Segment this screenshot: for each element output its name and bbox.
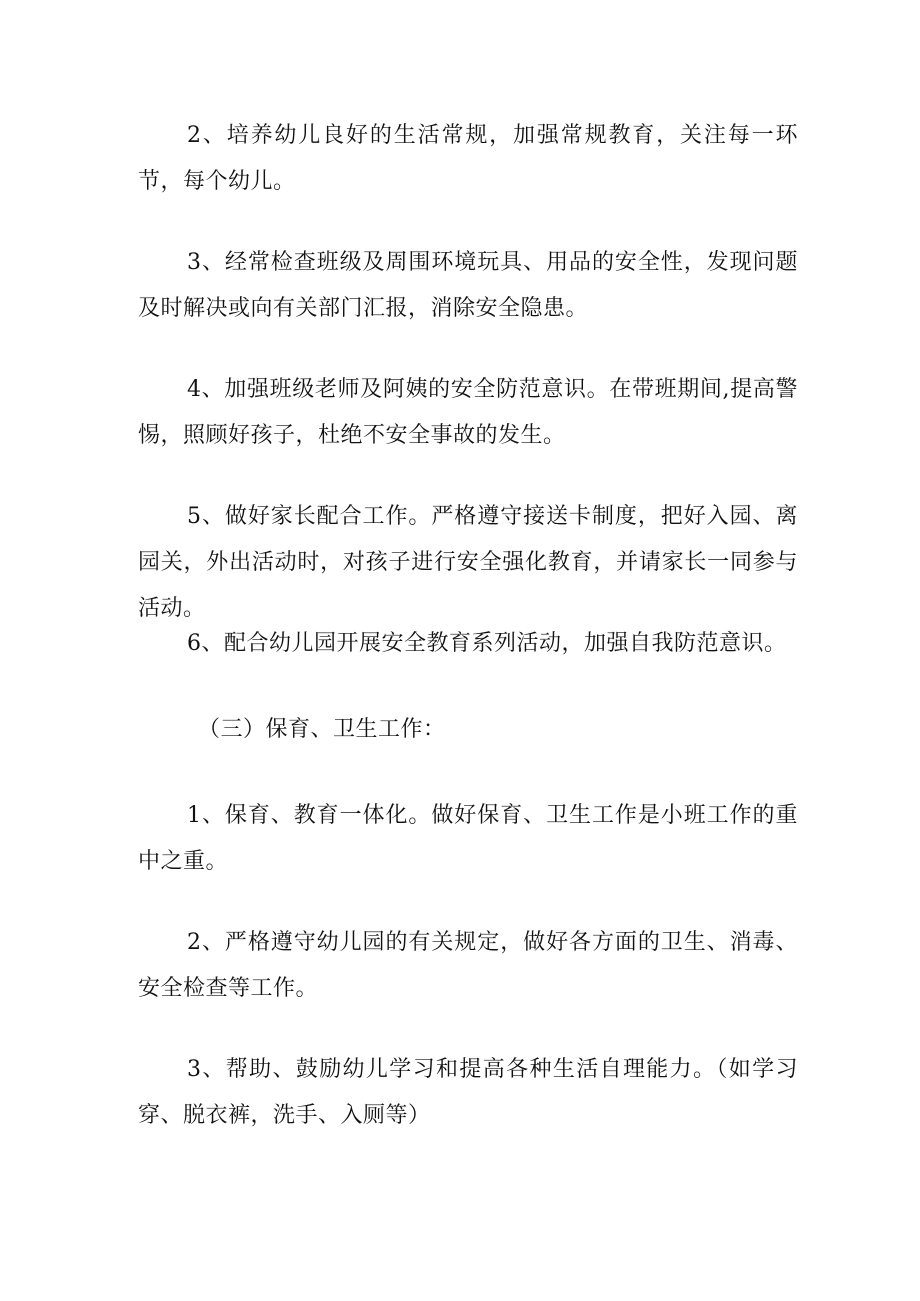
section-heading: （三）保育、卫生工作： <box>198 717 446 742</box>
section-paragraph-2: 2、严格遵守幼儿园的有关规定，做好各方面的卫生、消毒、安全检查等工作。 <box>138 930 798 1001</box>
paragraph-4: 5、做好家长配合工作。严格遵守接送卡制度，把好入园、离园关，外出活动时，对孩子进行安全强化教育，并请家长一同参与活动。 <box>138 504 798 621</box>
paragraph-3: 4、加强班级老师及阿姨的安全防范意识。在带班期间,提高警惕，照顾好孩子，杜绝不安全事故的发生。 <box>138 377 798 448</box>
paragraph-1: 2、培养幼儿良好的生活常规，加强常规教育，关注每一环节，每个幼儿。 <box>138 123 798 194</box>
section-paragraph-1: 1、保育、教育一体化。做好保育、卫生工作是小班工作的重中之重。 <box>138 803 798 874</box>
paragraph-5: 6、配合幼儿园开展安全教育系列活动，加强自我防范意识。 <box>187 631 787 656</box>
section-paragraph-3: 3、帮助、鼓励幼儿学习和提高各种生活自理能力。（如学习穿、脱衣裤，洗手、入厕等） <box>138 1057 798 1128</box>
paragraph-2: 3、经常检查班级及周围环境玩具、用品的安全性，发现问题及时解决或向有关部门汇报，消除安全隐患。 <box>138 250 798 321</box>
